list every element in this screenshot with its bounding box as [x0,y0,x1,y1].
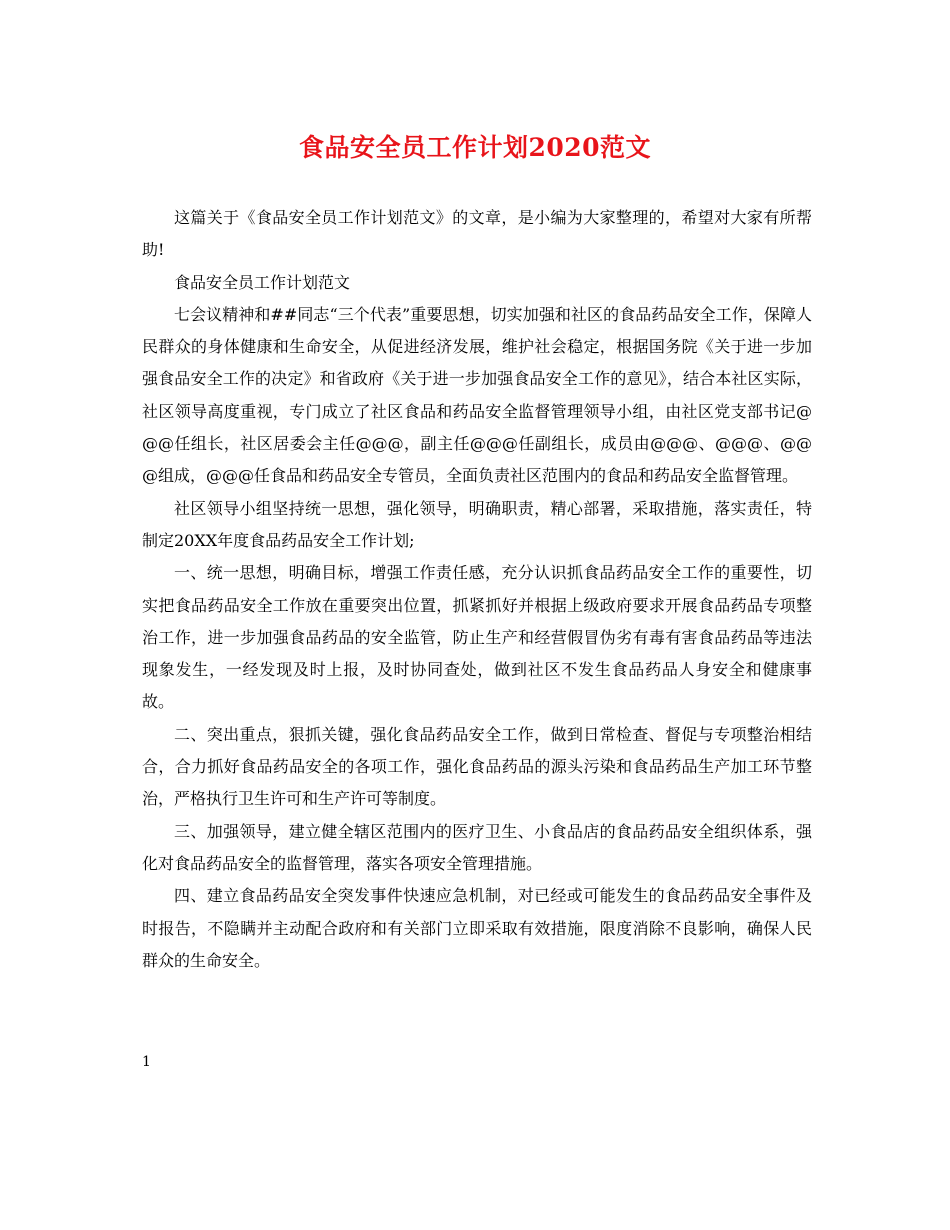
body-paragraph: 一、统一思想，明确目标，增强工作责任感，充分认识抓食品药品安全工作的重要性，切实把食品药品安全工作放在重要突出位置，抓紧抓好并根据上级政府要求开展食品药品专项整治工作，进一步加强食品药品的安全监管，防止生产和经营假冒伪劣有毒有害食品药品等违法现象发生，一经发现及时上报，及时协同查处，做到社区不发生食品药品人身安全和健康事故。 [142,563,812,712]
intro-paragraph: 这篇关于《食品安全员工作计划范文》的文章，是小编为大家整理的，希望对大家有所帮助! [142,208,812,260]
body-paragraph: 三、加强领导，建立健全辖区范围内的医疗卫生、小食品店的食品药品安全组织体系，强化对食品药品安全的监督管理，落实各项安全管理措施。 [142,821,812,873]
page-title: 食品安全员工作计划2020范文 [298,133,652,162]
body-paragraph: 二、突出重点，狠抓关键，强化食品药品安全工作，做到日常检查、督促与专项整治相结合，合力抓好食品药品安全的各项工作，强化食品药品的源头污染和食品药品生产加工环节整治，严格执行卫生许可和生产许可等制度。 [142,724,812,809]
body-paragraph: 七会议精神和##同志“三个代表”重要思想，切实加强和社区的食品药品安全工作，保障人民群众的身体健康和生命安全，从促进经济发展，维护社会稳定，根据国务院《关于进一步加强食品安全工作的决定》和省政府《关于进一步加强食品安全工作的意见》，结合本社区实际，社区领导高度重视，专门成立了社区食品和药品安全监督管理领导小组，由社区党支部书记@@@任组长，社区居委会主任@@@，副主任@@@任副组长，成员由@@@、@@@、@@@组成，@@@任食品和药品安全专管员，全面负责社区范围内的食品和药品安全监督管理。 [142,304,812,486]
body-paragraph: 社区领导小组坚持统一思想，强化领导，明确职责，精心部署，采取措施，落实责任，特制定20XX年度食品药品安全工作计划; [142,498,812,550]
document-body [142,202,812,977]
body-paragraph: 四、建立食品药品安全突发事件快速应急机制，对已经或可能发生的食品药品安全事件及时报告，不隐瞒并主动配合政府和有关部门立即采取有效措施，限度消除不良影响，确保人民群众的生命安全。 [142,886,812,970]
subtitle-paragraph: 食品安全员工作计划范文 [174,272,351,292]
page-number: 1 [142,1054,151,1070]
